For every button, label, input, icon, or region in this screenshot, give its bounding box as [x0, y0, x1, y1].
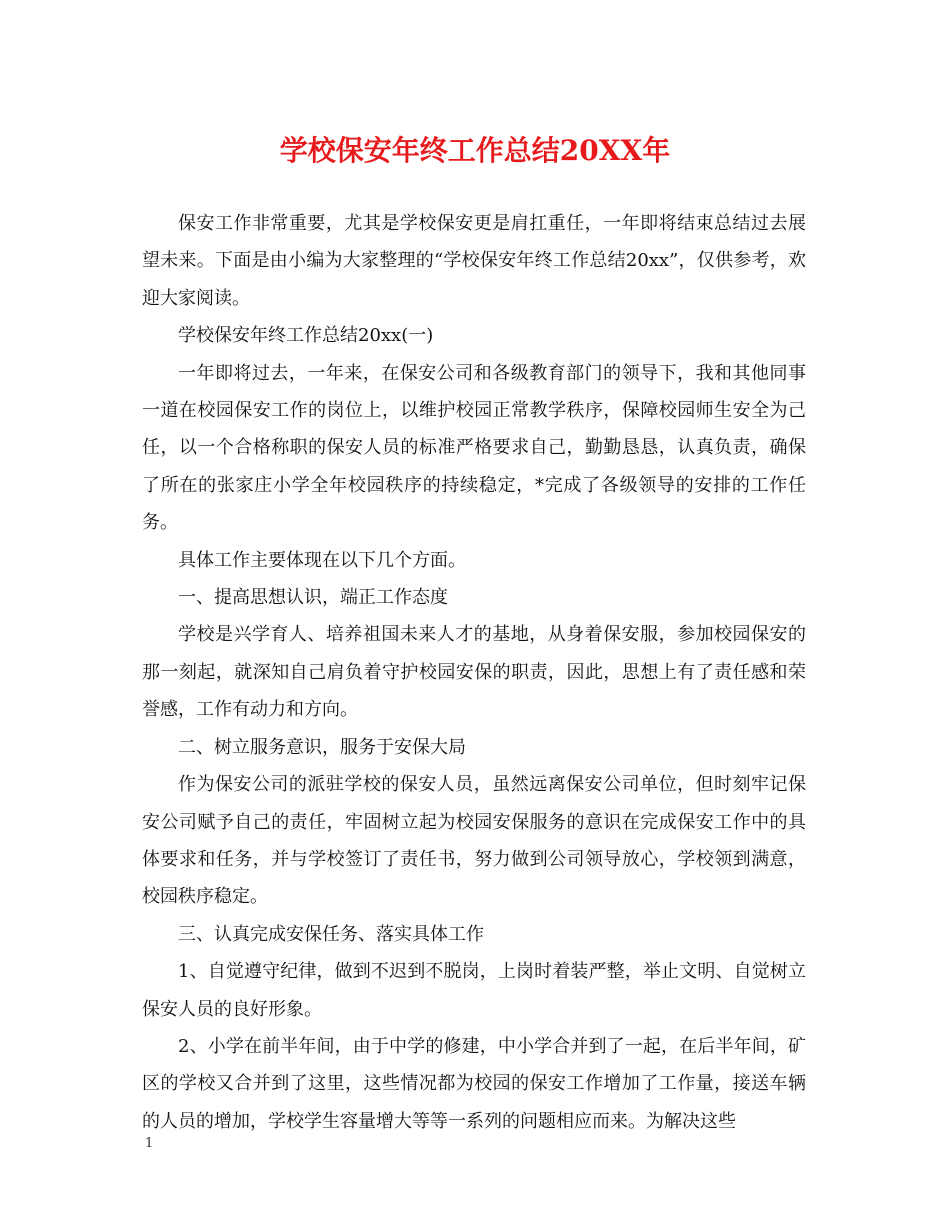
- paragraph-intro: 保安工作非常重要，尤其是学校保安更是肩扛重任，一年即将结束总结过去展望未来。下面是由小编为大家整理的“学校保安年终工作总结20xx”，仅供参考，欢迎大家阅读。: [142, 213, 806, 309]
- section-heading-1: 一、提高思想认识，端正工作态度: [178, 587, 448, 609]
- document-body: [142, 205, 806, 1140]
- section-heading-3: 三、认真完成安保任务、落实具体工作: [178, 923, 484, 945]
- paragraph-section-2: 作为保安公司的派驻学校的保安人员，虽然远离保安公司单位，但时刻牢记保安公司赋予自己的责任，牢固树立起为校园安保服务的意识在完成保安工作中的具体要求和任务，并与学校签订了责任书，努力做到公司领导放心，学校领到满意，校园秩序稳定。: [142, 774, 806, 908]
- paragraph-item-1: 1、自觉遵守纪律，做到不迟到不脱岗，上岗时着装严整，举止文明、自觉树立保安人员的良好形象。: [142, 961, 806, 1020]
- paragraph-section-1: 学校是兴学育人、培养祖国未来人才的基地，从身着保安服，参加校园保安的那一刻起，就深知自己肩负着守护校园安保的职责，因此，思想上有了责任感和荣誉感，工作有动力和方向。: [142, 624, 806, 721]
- page-number: 1: [145, 1136, 154, 1151]
- paragraph-summary: 一年即将过去，一年来，在保安公司和各级教育部门的领导下，我和其他同事一道在校园保安工作的岗位上，以维护校园正常教学秩序，保障校园师生安全为己任，以一个合格称职的保安人员的标准严格要求自己，勤勤恳恳，认真负责，确保了所在的张家庄小学全年校园秩序的持续稳定，*完成了各级领导的安排的工作任务。: [142, 362, 806, 534]
- section-heading-2: 二、树立服务意识，服务于安保大局: [178, 736, 466, 758]
- paragraph-item-2: 2、小学在前半年间，由于中学的修建，中小学合并到了一起，在后半年间，矿区的学校又合并到了这里，这些情况都为校园的保安工作增加了工作量，接送车辆的人员的增加，学校学生容量增大等等一系列的问题相应而来。为解决这些: [142, 1035, 806, 1132]
- paragraph-subtitle: 学校保安年终工作总结20xx(一): [178, 325, 434, 347]
- paragraph-aspects: 具体工作主要体现在以下几个方面。: [178, 549, 466, 571]
- document-title: 学校保安年终工作总结20XX年: [279, 134, 671, 167]
